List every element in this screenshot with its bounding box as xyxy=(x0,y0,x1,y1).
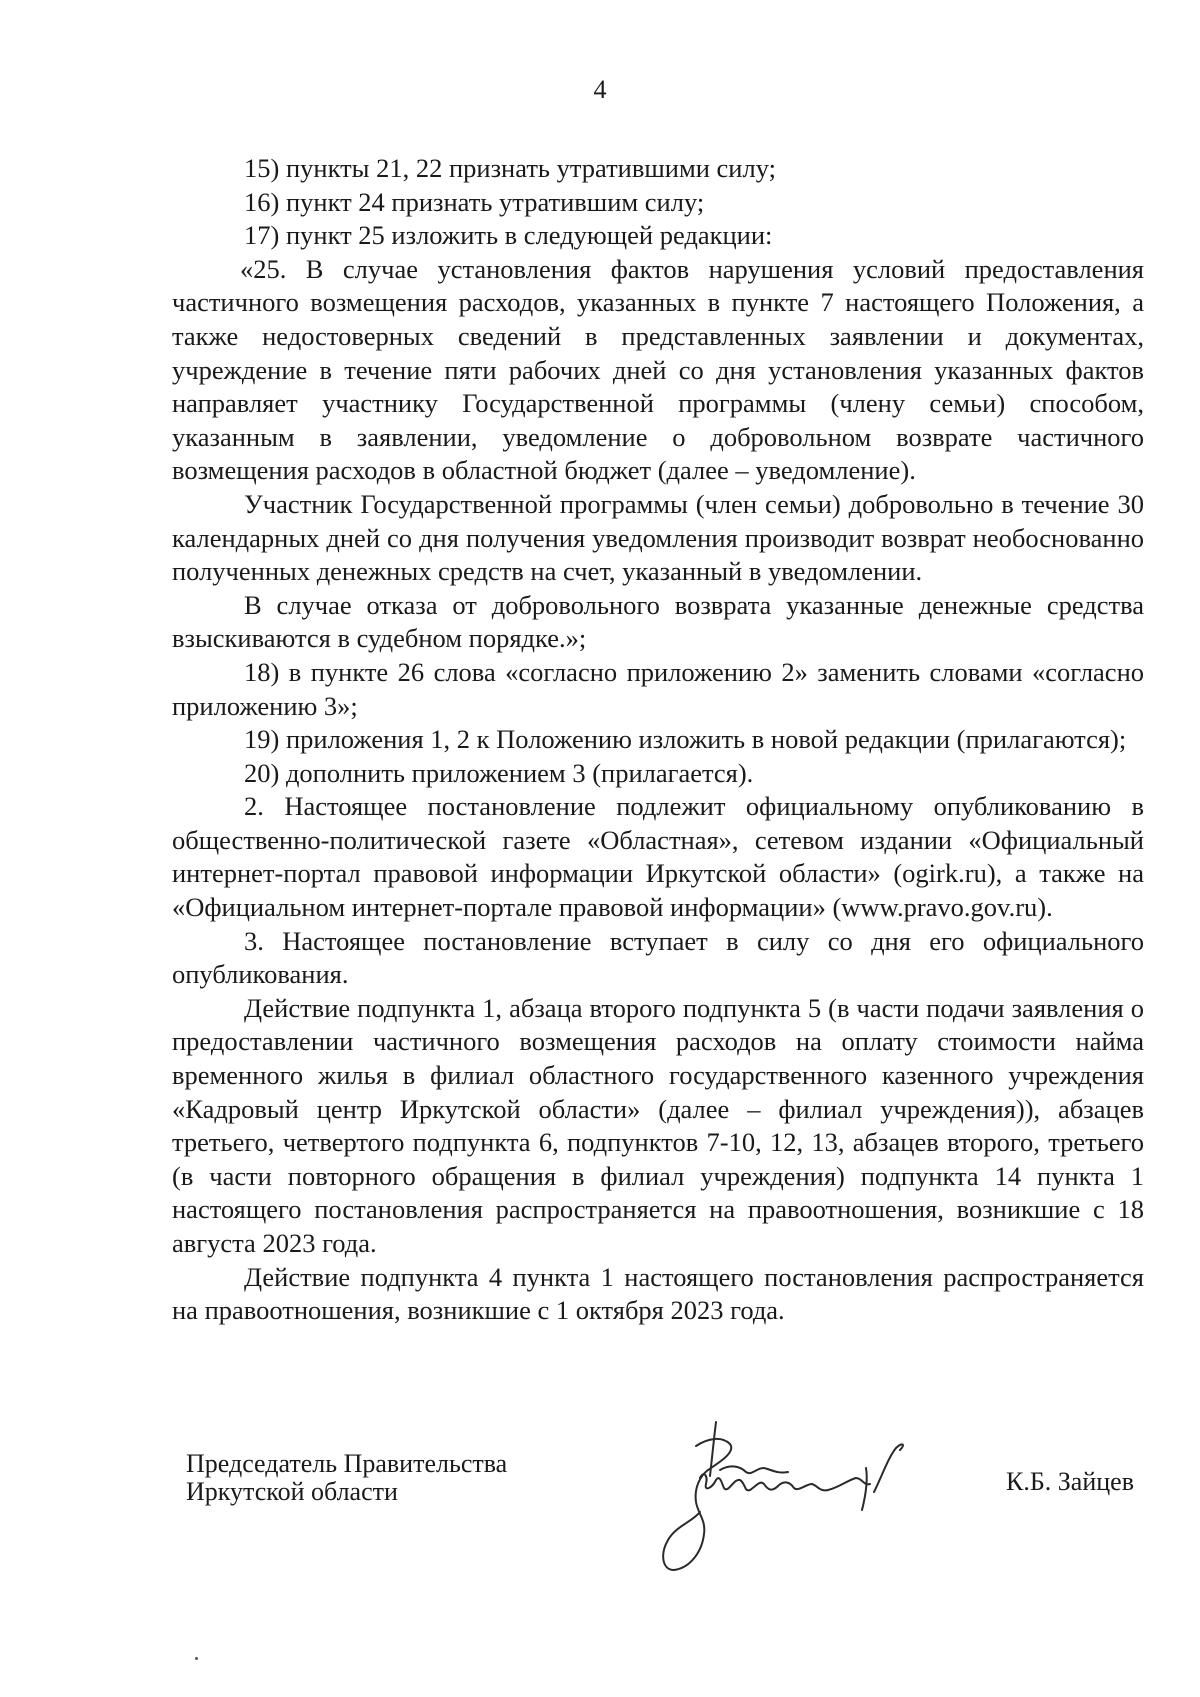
paragraph-item-15: 15) пункты 21, 22 признать утратившими силу; xyxy=(244,153,776,183)
paragraph-item-18: 18) в пункте 26 слова «согласно приложению 2» заменить словами «согласно приложению 3»; xyxy=(172,656,1144,721)
paragraph-participant-return: Участник Государственной программы (член семьи) добровольно в течение 30 календарных дней со дня получения уведомления производит возврат необоснованно полученных денежных средств на счет, указанный в уведомлении. xyxy=(172,488,1144,587)
paragraph-refusal: В случае отказа от добровольного возврата указанные денежные средства взыскиваются в судебном порядке.»; xyxy=(172,589,1144,654)
paragraph-point-3-effect: 3. Настоящее постановление вступает в силу со дня его официального опубликования. xyxy=(172,925,1144,990)
handwritten-signature xyxy=(660,1418,960,1588)
paragraph-item-16: 16) пункт 24 признать утратившим силу; xyxy=(244,186,705,217)
signer-title-line2: Иркутской области xyxy=(186,1477,398,1506)
paragraph-item-17: 17) пункт 25 изложить в следующей редакции: xyxy=(244,220,773,251)
signer-title-line1: Председатель Правительства xyxy=(186,1449,508,1478)
paragraph-item-20: 20) дополнить приложением 3 (прилагается). xyxy=(244,757,754,788)
paragraph-retroactive-oct: Действие подпункта 4 пункта 1 настоящего постановления распространяется на правоотношения, возникшие с 1 октября 2023 года. xyxy=(172,1261,1144,1326)
paragraph-retroactive-aug: Действие подпункта 1, абзаца второго подпункта 5 (в части подачи заявления о предоставлении частичного возмещения расходов на оплату стоимости найма временного жилья в филиал областного государственного казенного учреждения «Кадровый центр Иркутской области» (далее – филиал учреждения)), абзацев третьего, четвертого подпункта 6, подпунктов 7-10, 12, 13, абзацев второго, третьего (в части повторного обращения в филиал учреждения) подпункта 14 пункта 1 настоящего постановления распространяется на правоотношения, возникшие с 18 августа 2023 года. xyxy=(172,992,1144,1258)
paragraph-clause-25: «25. В случае установления фактов нарушения условий предоставления частичного возмещения расходов, указанных в пункте 7 настоящего Положения, а также недостоверных сведений в представленных заявлении и документах, учреждение в течение пяти рабочих дней со дня установления указанных фактов направляет участнику Государственной программы (члену семьи) способом, указанным в заявлении, уведомление о добровольном возврате частичного возмещения расходов в областной бюджет (далее – уведомление). xyxy=(172,253,1144,486)
scan-speck xyxy=(195,1657,198,1660)
page-number: 4 xyxy=(593,75,607,104)
paragraph-point-2-publication: 2. Настоящее постановление подлежит официальному опубликованию в общественно-политической газете «Областная», сетевом издании «Официальный интернет-портал правовой информации Иркутской области» (ogirk.ru), а также на «Официальном интернет-портале правовой информации» (www.pravo.gov.ru). xyxy=(172,791,1144,923)
signer-title xyxy=(186,1450,507,1506)
document-body xyxy=(172,152,1144,1328)
paragraph-item-19: 19) приложения 1, 2 к Положению изложить в новой редакции (прилагаются); xyxy=(244,724,1127,755)
signer-name: К.Б. Зайцев xyxy=(1006,1467,1134,1496)
